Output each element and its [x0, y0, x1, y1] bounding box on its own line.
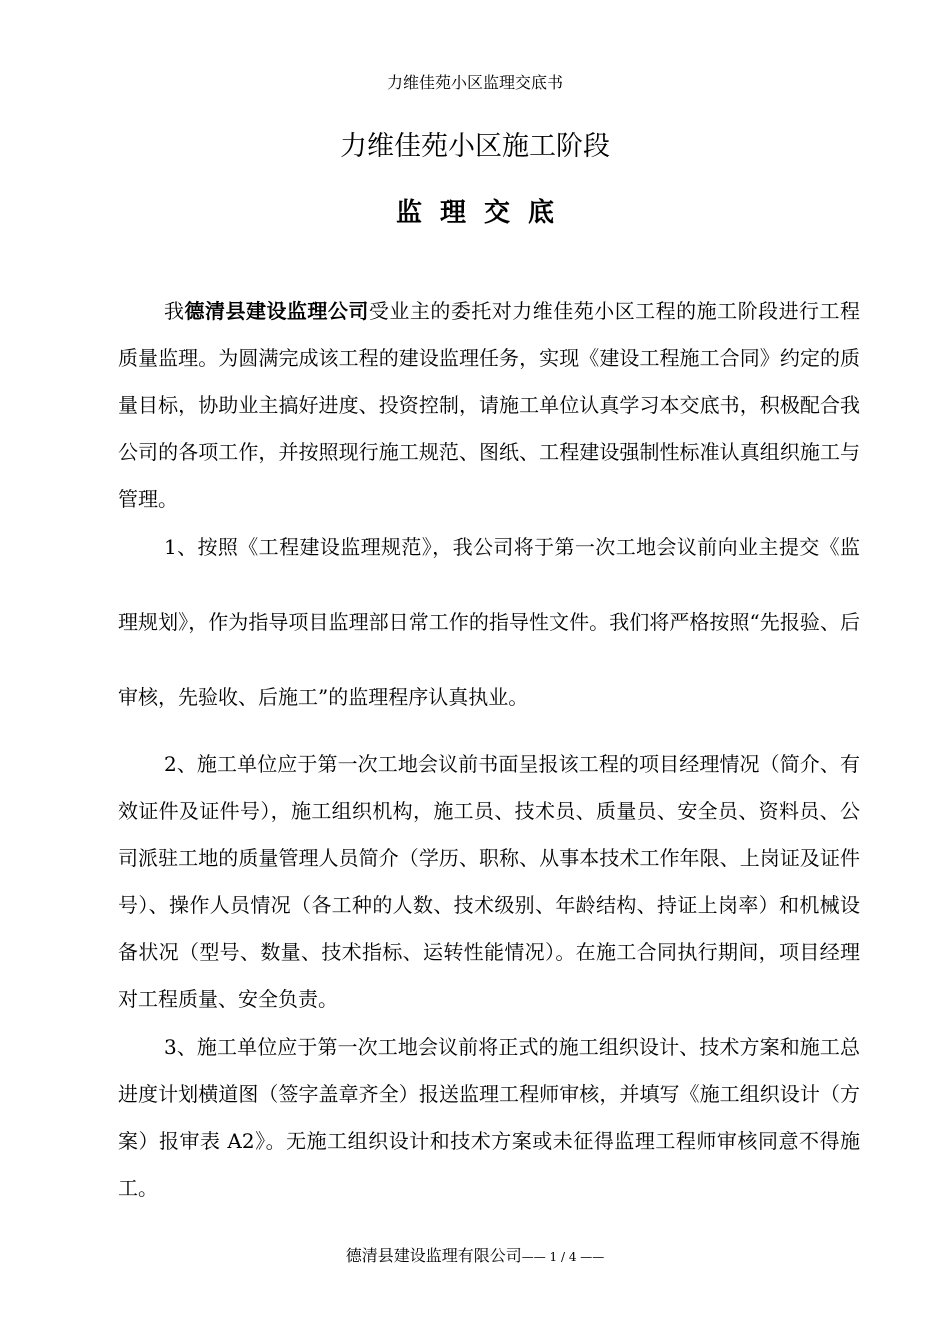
footer-company: 德清县建设监理有限公司: [345, 1246, 522, 1265]
document-subtitle: 监理交底: [395, 198, 572, 228]
item-3-paragraph: 3、施工单位应于第一次工地会议前将正式的施工组织设计、技术方案和施工总进度计划横道图（签字盖章齐全）报送监理工程师审核，并填写《施工组织设计（方案）报审表 A2》。无施工组织设计和技术方案或未征得监理工程师审核同意不得施工。: [118, 1035, 860, 1200]
item-2-paragraph: 2、施工单位应于第一次工地会议前书面呈报该工程的项目经理情况（简介、有效证件及证件号），施工组织机构，施工员、技术员、质量员、安全员、资料员、公司派驻工地的质量管理人员简介（学历、职称、从事本技术工作年限、上岗证及证件号）、操作人员情况（各工种的人数、技术级别、年龄结构、持证上岗率）和机械设备状况（型号、数量、技术指标、运转性能情况）。在施工合同执行期间，项目经理对工程质量、安全负责。: [118, 752, 860, 1011]
intro-paragraph: [118, 288, 860, 523]
page-footer: [0, 1243, 950, 1266]
item-1-paragraph: 1、按照《工程建设监理规范》，我公司将于第一次工地会议前向业主提交《监理规划》，作为指导项目监理部日常工作的指导性文件。我们将严格按照“先报验、后审核，先验收、后施工”的监理程序认真执业。: [118, 535, 860, 709]
running-header: 力维佳苑小区监理交底书: [386, 73, 563, 92]
intro-prefix: 我: [164, 299, 185, 323]
document-title: 力维佳苑小区施工阶段: [340, 131, 610, 162]
company-name: 德清县建设监理公司: [184, 299, 369, 323]
page-number: —— 1 / 4 ——: [521, 1250, 605, 1264]
intro-text: 受业主的委托对力维佳苑小区工程的施工阶段进行工程质量监理。为圆满完成该工程的建设监理任务，实现《建设工程施工合同》约定的质量目标，协助业主搞好进度、投资控制，请施工单位认真学习本交底书，积极配合我公司的各项工作，并按照现行施工规范、图纸、工程建设强制性标准认真组织施工与管理。: [118, 299, 861, 511]
document-body: [118, 288, 860, 1213]
